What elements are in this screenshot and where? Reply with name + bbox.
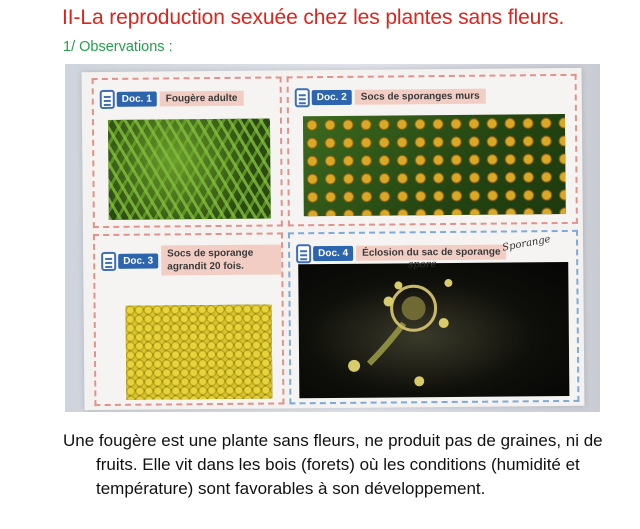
document-icon — [101, 251, 116, 270]
document-icon — [100, 90, 115, 109]
sporange-annotation: Sporange — [501, 233, 552, 254]
fern-image — [108, 119, 271, 220]
paragraph-text: Une fougère est une plante sans fleurs, ne produit pas de graines, ni de fruits. Elle vit dans les bois (forets) où les conditions (humidité et température) sont favorables à son développement. — [63, 431, 603, 498]
doc-4-caption: Éclosion du sac de sporange — [356, 244, 507, 260]
doc-2-caption: Socs de sporanges murs — [355, 89, 486, 105]
doc-2-panel — [287, 74, 578, 227]
doc-4-panel — [288, 230, 579, 405]
doc-4-badge: Doc. 4 — [313, 246, 353, 261]
doc-1-panel — [92, 76, 283, 228]
sporangia-zoom-image — [126, 305, 273, 400]
sori-image — [303, 114, 566, 216]
document-icon — [296, 244, 311, 263]
doc-1-caption: Fougère adulte — [160, 91, 244, 107]
document-icon — [295, 88, 310, 107]
sporangium-hatching-image — [298, 262, 569, 398]
textbook-page — [82, 68, 585, 410]
doc-1-badge: Doc. 1 — [117, 92, 157, 107]
description-paragraph — [63, 429, 608, 501]
textbook-photo — [65, 64, 600, 412]
sporangium-illustration — [298, 262, 569, 398]
spore-annotation: spore — [408, 259, 437, 271]
doc-3-panel — [93, 232, 284, 406]
page-title: II-La reproduction sexuée chez les plantes sans fleurs. — [62, 6, 565, 29]
doc-3-badge: Doc. 3 — [118, 253, 158, 268]
doc-3-caption: Socs de sporange agrandit 20 fois. — [161, 244, 281, 275]
section-heading: 1/ Observations : — [63, 39, 173, 55]
doc-2-badge: Doc. 2 — [312, 90, 352, 105]
